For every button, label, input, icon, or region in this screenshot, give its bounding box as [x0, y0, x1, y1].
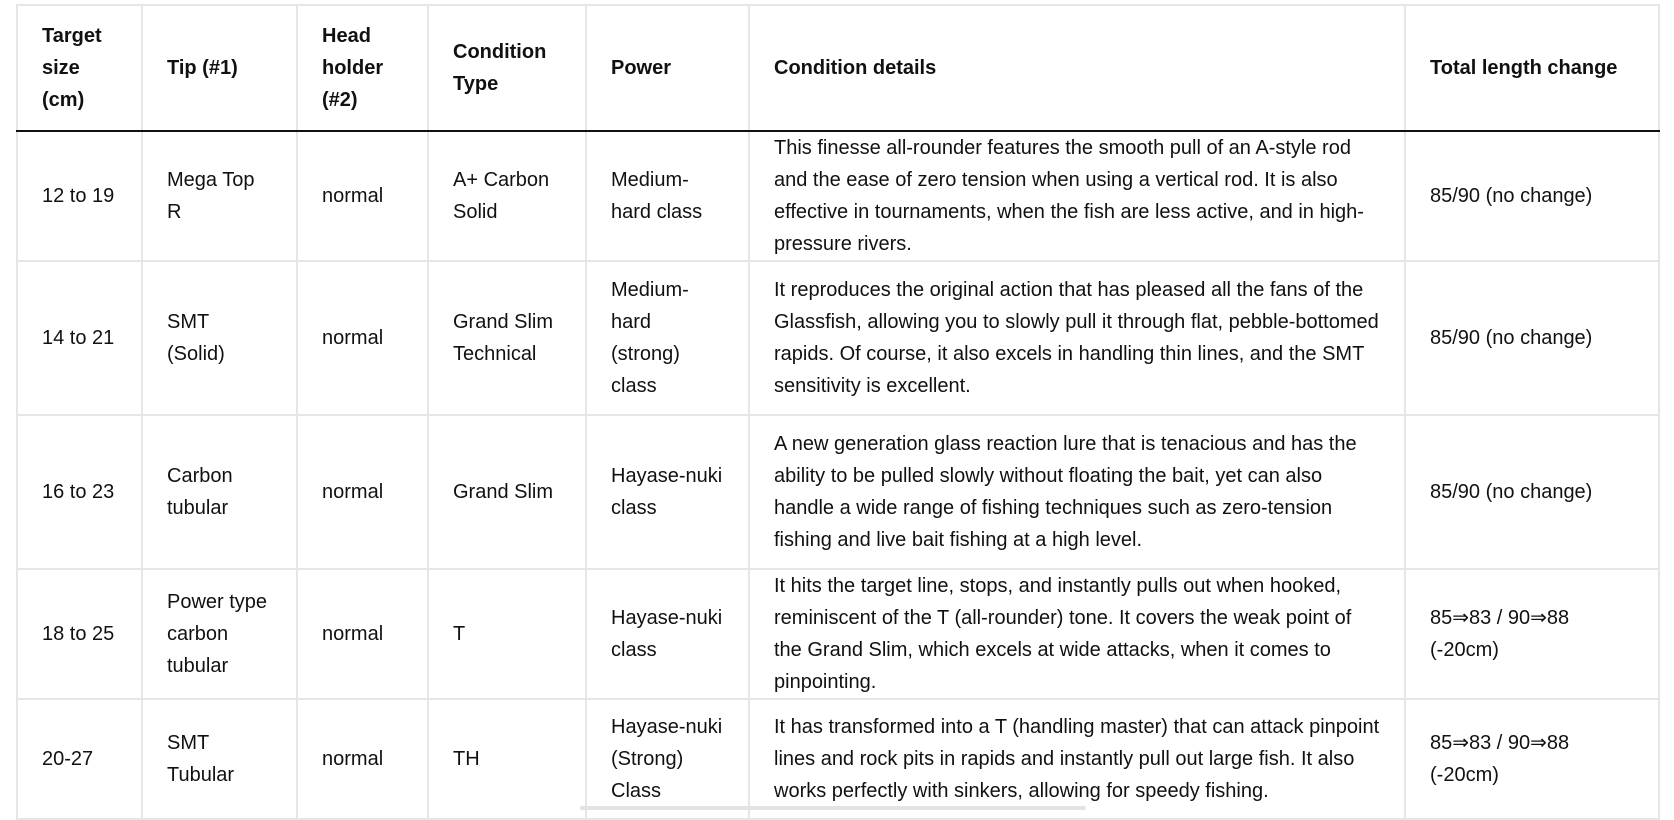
rod-spec-table	[16, 4, 1660, 820]
header-condition-details: Condition details	[749, 5, 1405, 131]
cell-condition-details: It reproduces the original action that has pleased all the fans of the Glassfish, allowing you to slowly pull it through flat, pebble-bottomed rapids. Of course, it also excels in handling thin lines, and the SMT sensitivity is excellent.	[749, 261, 1405, 415]
cell-condition-type: Grand Slim	[428, 415, 586, 569]
cell-target-size: 14 to 21	[17, 261, 142, 415]
cell-head-holder: normal	[297, 261, 428, 415]
cell-target-size: 12 to 19	[17, 131, 142, 261]
cell-head-holder: normal	[297, 415, 428, 569]
cell-power: Hayase-nuki class	[586, 569, 749, 699]
cell-power: Hayase-nuki (Strong) Class	[586, 699, 749, 819]
cell-condition-type: A+ Carbon Solid	[428, 131, 586, 261]
cell-condition-details: It has transformed into a T (handling master) that can attack pinpoint lines and rock pits in rapids and instantly pull out large fish. It also works perfectly with sinkers, allowing for speedy fishing.	[749, 699, 1405, 819]
table-row	[17, 415, 1659, 569]
cell-head-holder: normal	[297, 569, 428, 699]
cell-total-length-change: 85/90 (no change)	[1405, 415, 1659, 569]
cell-tip: Mega Top R	[142, 131, 297, 261]
cell-condition-type: TH	[428, 699, 586, 819]
cell-total-length-change: 85/90 (no change)	[1405, 261, 1659, 415]
table-row	[17, 699, 1659, 819]
cell-total-length-change: 85/90 (no change)	[1405, 131, 1659, 261]
cell-tip: Carbon tubular	[142, 415, 297, 569]
horizontal-scrollbar[interactable]	[580, 806, 1086, 810]
header-head-holder: Head holder (#2)	[297, 5, 428, 131]
table-header	[17, 5, 1659, 131]
spec-table-container	[16, 4, 1658, 820]
cell-tip: Power type carbon tubular	[142, 569, 297, 699]
cell-tip: SMT (Solid)	[142, 261, 297, 415]
cell-condition-details: A new generation glass reaction lure that is tenacious and has the ability to be pulled slowly without floating the bait, yet can also handle a wide range of fishing techniques such as zero-tension fishing and live bait fishing at a high level.	[749, 415, 1405, 569]
table-row	[17, 261, 1659, 415]
cell-condition-type: T	[428, 569, 586, 699]
cell-power: Medium-hard class	[586, 131, 749, 261]
header-condition-type: Condition Type	[428, 5, 586, 131]
cell-target-size: 18 to 25	[17, 569, 142, 699]
header-target-size: Target size (cm)	[17, 5, 142, 131]
table-row	[17, 131, 1659, 261]
cell-condition-details: This finesse all-rounder features the smooth pull of an A-style rod and the ease of zero tension when using a vertical rod. It is also effective in tournaments, when the fish are less active, and in high-pressure rivers.	[749, 131, 1405, 261]
header-power: Power	[586, 5, 749, 131]
header-total-length-change: Total length change	[1405, 5, 1659, 131]
cell-head-holder: normal	[297, 131, 428, 261]
cell-head-holder: normal	[297, 699, 428, 819]
cell-power: Hayase-nuki class	[586, 415, 749, 569]
cell-target-size: 20-27	[17, 699, 142, 819]
cell-condition-details: It hits the target line, stops, and instantly pulls out when hooked, reminiscent of the T (all-rounder) tone. It covers the weak point of the Grand Slim, which excels at wide attacks, when it comes to pinpointing.	[749, 569, 1405, 699]
table-body	[17, 131, 1659, 819]
cell-target-size: 16 to 23	[17, 415, 142, 569]
cell-tip: SMT Tubular	[142, 699, 297, 819]
cell-condition-type: Grand Slim Technical	[428, 261, 586, 415]
header-row	[17, 5, 1659, 131]
cell-total-length-change: 85⇒83 / 90⇒88 (-20cm)	[1405, 699, 1659, 819]
cell-total-length-change: 85⇒83 / 90⇒88 (-20cm)	[1405, 569, 1659, 699]
header-tip: Tip (#1)	[142, 5, 297, 131]
cell-power: Medium-hard (strong) class	[586, 261, 749, 415]
table-row	[17, 569, 1659, 699]
